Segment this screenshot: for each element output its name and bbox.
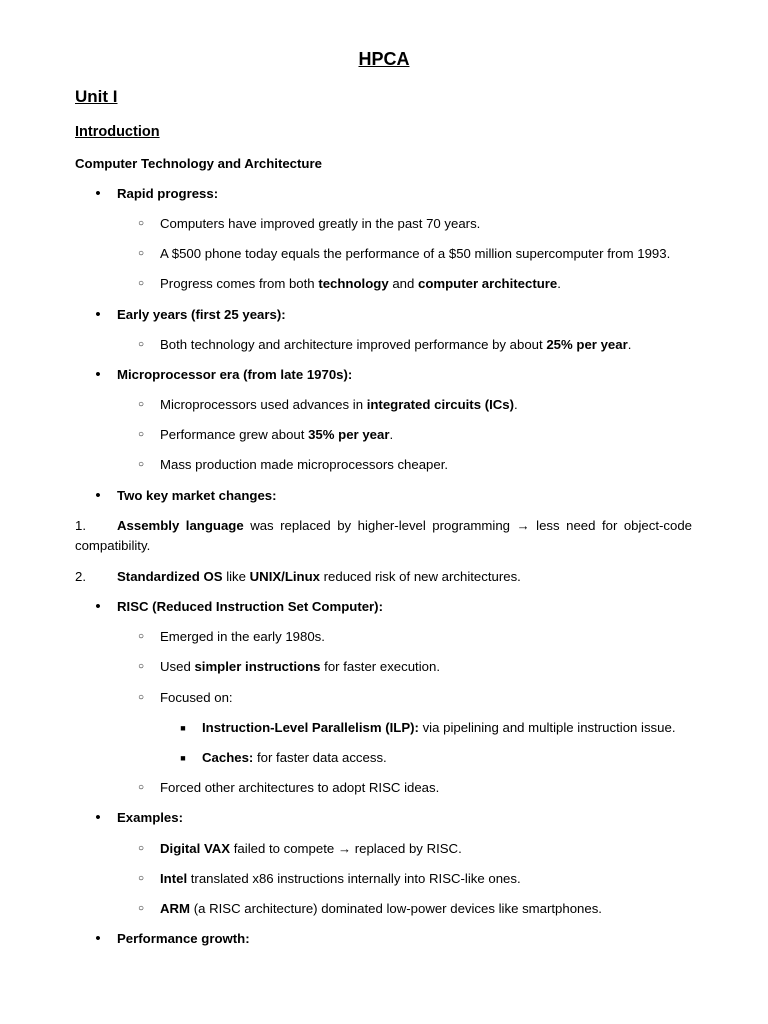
list-item-heading: Performance growth: xyxy=(117,931,250,946)
unit-heading: Unit I xyxy=(75,87,118,106)
bullet-circle-icon: ○ xyxy=(137,661,145,672)
list-item: Mass production made microprocessors cheaper. xyxy=(160,457,449,472)
numbered-item-2: Standardized OS like UNIX/Linux reduced risk of new architectures. xyxy=(117,569,521,584)
bullet-circle-icon: ○ xyxy=(137,692,145,703)
bullet-disc-icon: • xyxy=(95,809,101,826)
bullet-square-icon: ■ xyxy=(180,753,186,763)
list-item: ARM (a RISC architecture) dominated low-power devices like smartphones. xyxy=(160,901,602,916)
list-item: Used simpler instructions for faster execution. xyxy=(160,659,440,674)
list-item: Instruction-Level Parallelism (ILP): via pipelining and multiple instruction issue. xyxy=(202,720,676,735)
list-item-heading: Rapid progress: xyxy=(117,186,219,201)
bullet-circle-icon: ○ xyxy=(137,218,145,229)
subsection-heading: Computer Technology and Architecture xyxy=(75,156,322,171)
bullet-disc-icon: • xyxy=(95,930,101,947)
list-item: Microprocessors used advances in integrated circuits (ICs). xyxy=(160,397,518,412)
bullet-circle-icon: ○ xyxy=(137,278,145,289)
list-item: Digital VAX failed to compete → replaced by RISC. xyxy=(160,841,462,856)
bullet-disc-icon: • xyxy=(95,185,101,202)
list-item-heading: Examples: xyxy=(117,810,183,825)
bullet-circle-icon: ○ xyxy=(137,782,145,793)
list-item: Forced other architectures to adopt RISC ideas. xyxy=(160,780,440,795)
section-heading: Introduction xyxy=(75,124,160,140)
list-item: Progress comes from both technology and computer architecture. xyxy=(160,276,561,291)
bullet-disc-icon: • xyxy=(95,366,101,383)
bullet-circle-icon: ○ xyxy=(137,843,145,854)
bullet-circle-icon: ○ xyxy=(137,459,145,470)
bullet-square-icon: ■ xyxy=(180,723,186,733)
bullet-circle-icon: ○ xyxy=(137,399,145,410)
list-item: Performance grew about 35% per year. xyxy=(160,427,394,442)
list-item: Focused on: xyxy=(160,690,233,705)
bullet-disc-icon: • xyxy=(95,306,101,323)
document-title: HPCA xyxy=(358,49,410,69)
bullet-circle-icon: ○ xyxy=(137,248,145,259)
list-item: Intel translated x86 instructions internally into RISC-like ones. xyxy=(160,871,521,886)
list-item-heading: Two key market changes: xyxy=(117,488,277,503)
list-item-heading: RISC (Reduced Instruction Set Computer): xyxy=(117,599,383,614)
bullet-circle-icon: ○ xyxy=(137,903,145,914)
bullet-disc-icon: • xyxy=(95,487,101,504)
list-item: A $500 phone today equals the performance of a $50 million supercomputer from 1993. xyxy=(160,246,671,261)
bullet-circle-icon: ○ xyxy=(137,631,145,642)
bullet-circle-icon: ○ xyxy=(137,429,145,440)
numbered-item-2-number: 2. xyxy=(75,569,86,584)
list-item: Computers have improved greatly in the past 70 years. xyxy=(160,216,481,231)
numbered-item-1: 1. Assembly language was replaced by higher-level programming → less need for object-code compatibility. xyxy=(75,518,693,553)
list-item: Caches: for faster data access. xyxy=(202,750,387,765)
bullet-disc-icon: • xyxy=(95,598,101,615)
list-item: Both technology and architecture improved performance by about 25% per year. xyxy=(160,337,632,352)
list-item-heading: Early years (first 25 years): xyxy=(117,307,286,322)
list-item-heading: Microprocessor era (from late 1970s): xyxy=(117,367,353,382)
bullet-circle-icon: ○ xyxy=(137,873,145,884)
bullet-circle-icon: ○ xyxy=(137,339,145,350)
list-item: Emerged in the early 1980s. xyxy=(160,629,325,644)
